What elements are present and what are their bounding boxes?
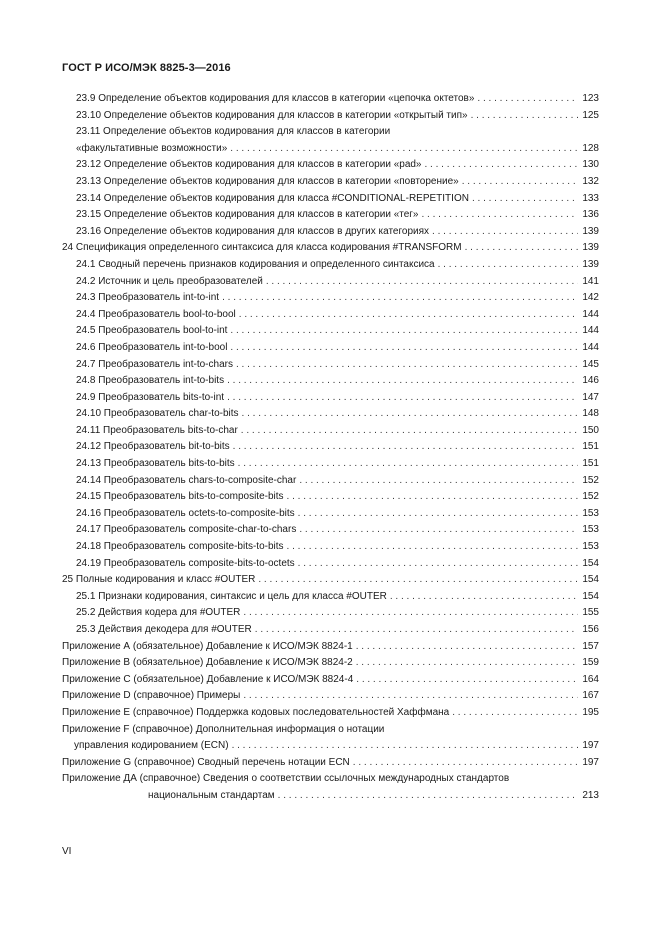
dot-leader [438,257,578,274]
toc-entry-title: 24.17 Преобразователь composite-char-to-chars [76,524,297,536]
toc-entry-title: 24.10 Преобразователь char-to-bits [76,408,239,420]
toc-entry[interactable] [62,124,599,157]
toc-entry[interactable] [62,639,599,656]
toc-entry[interactable] [62,157,599,174]
toc-entry-title-line: 23.11 Определение объектов кодирования для классов в категории [76,126,391,138]
toc-entry-title: Приложение D (справочное) Примеры [62,690,241,702]
toc-entry-title: 24.16 Преобразователь octets-to-composite-bits [76,507,295,519]
toc-entry-title: 23.10 Определение объектов кодирования для классов в категории «открытый тип» [76,109,468,121]
dot-leader [232,738,578,755]
dot-leader [299,522,578,539]
dot-leader [266,274,578,291]
toc-entry-page: 154 [582,557,599,569]
dot-leader [390,589,578,606]
toc-entry[interactable] [62,722,599,755]
toc-entry-page: 139 [582,258,599,270]
dot-leader [299,473,578,490]
toc-entry[interactable] [62,439,599,456]
dot-leader [236,357,578,374]
toc-entry-page: 167 [582,690,599,702]
toc-entry-title: управления кодированием (ECN) [74,740,229,752]
toc-entry-page: 130 [582,159,599,171]
dot-leader [241,423,578,440]
toc-entry-page: 154 [582,590,599,602]
toc-entry-title: 24.9 Преобразователь bits-to-int [76,391,225,403]
toc-entry-page: 153 [582,507,599,519]
toc-entry-title: 24.13 Преобразователь bits-to-bits [76,458,235,470]
toc-entry-page: 147 [582,391,599,403]
dot-leader [462,174,578,191]
toc-entry-title: Приложение Е (справочное) Поддержка кодовых последовательностей Хаффмана [62,706,450,718]
toc-entry-page: 123 [582,93,599,104]
dot-leader [233,439,578,456]
document-header: ГОСТ Р ИСО/МЭК 8825-3—2016 [62,62,231,74]
toc-entry[interactable] [62,473,599,490]
dot-leader [353,755,578,772]
toc-entry-title: Приложение G (справочное) Сводный перечень нотации ECN [62,756,350,768]
dot-leader [356,639,578,656]
toc-entry-title: Приложение А (обязательное) Добавление к ИСО/МЭК 8824-1 [62,640,353,652]
toc-entry[interactable] [62,672,599,689]
dot-leader [425,157,579,174]
toc-entry[interactable] [62,191,599,208]
toc-entry[interactable] [62,240,599,257]
toc-entry-page: 148 [582,408,599,420]
toc-entry[interactable] [62,605,599,622]
dot-leader [242,406,578,423]
dot-leader [477,91,578,108]
dot-leader [255,622,578,639]
toc-entry-page: 152 [582,474,599,486]
dot-leader [238,456,578,473]
dot-leader [278,788,578,805]
toc-entry[interactable] [62,705,599,722]
dot-leader [230,141,578,158]
toc-entry-title: национальным стандартам [148,789,275,801]
toc-entry-page: 151 [582,441,599,453]
toc-entry-page: 151 [582,458,599,470]
dot-leader [422,207,579,224]
dot-leader [243,605,578,622]
toc-entry-title: «факультативные возможности» [76,142,228,154]
toc-entry[interactable] [62,307,599,324]
toc-entry-page: 142 [582,292,599,304]
toc-entry-title: 24.8 Преобразователь int-to-bits [76,375,225,387]
toc-entry-page: 155 [582,607,599,619]
toc-entry-title: 24.5 Преобразователь bool-to-int [76,325,228,337]
toc-entry[interactable] [62,572,599,589]
dot-leader [227,373,578,390]
toc-entry[interactable] [62,655,599,672]
toc-entry[interactable] [62,91,599,108]
toc-entry-page: 153 [582,524,599,536]
toc-entry[interactable] [62,257,599,274]
toc-entry[interactable] [62,556,599,573]
toc-entry[interactable] [62,224,599,241]
dot-leader [222,290,578,307]
toc-entry-title: 24.3 Преобразователь int-to-int [76,292,220,304]
dot-leader [298,506,578,523]
toc-entry-title: 23.14 Определение объектов кодирования для класса #CONDITIONAL-REPETITION [76,192,469,204]
toc-entry[interactable] [62,290,599,307]
toc-entry-title: 23.12 Определение объектов кодирования для классов в категории «pad» [76,159,422,171]
toc-entry-title: 23.9 Определение объектов кодирования для классов в категории «цепочка октетов» [76,93,475,104]
toc-entry-page: 132 [582,175,599,187]
toc-entry-page: 139 [582,242,599,254]
toc-entry-title: Приложение В (обязательное) Добавление к ИСО/МЭК 8824-2 [62,657,353,669]
toc-entry[interactable] [62,688,599,705]
toc-entry-page: 133 [582,192,599,204]
toc-entry-title: 25 Полные кодирования и класс #OUTER [62,574,256,586]
dot-leader [230,323,578,340]
toc-entry-title: 24.2 Источник и цель преобразователей [76,275,263,287]
dot-leader [287,489,578,506]
dot-leader [258,572,578,589]
toc-entry[interactable] [62,174,599,191]
dot-leader [287,539,578,556]
toc-entry[interactable] [62,323,599,340]
toc-entry-title: 25.2 Действия кодера для #OUTER [76,607,241,619]
toc-entry-title-line: Приложение F (справочное) Дополнительная информация о нотации [62,723,385,735]
toc-entry[interactable] [62,755,599,772]
toc-entry-title-line: Приложение ДА (справочное) Сведения о соответствии ссылочных международных стандартов [62,773,510,785]
toc-entry[interactable] [62,340,599,357]
toc-entry[interactable] [62,390,599,407]
toc-entry-page: 157 [582,640,599,652]
toc-entry-page: 213 [582,789,599,801]
toc-entry-page: 144 [582,341,599,353]
toc-entry-page: 154 [582,574,599,586]
toc-entry-page: 144 [582,325,599,337]
toc-entry-page: 150 [582,424,599,436]
toc-entry-title: 24.6 Преобразователь int-to-bool [76,341,228,353]
dot-leader [356,672,578,689]
toc-entry-title: 24.15 Преобразователь bits-to-composite-bits [76,491,284,503]
toc-entry-page: 136 [582,209,599,221]
toc-entry[interactable] [62,406,599,423]
dot-leader [432,224,578,241]
dot-leader [227,390,578,407]
toc-entry-page: 197 [582,756,599,768]
dot-leader [298,556,578,573]
toc-entry[interactable] [62,622,599,639]
toc-entry[interactable] [62,589,599,606]
toc-entry-title: Приложение С (обязательное) Добавление к ИСО/МЭК 8824-4 [62,673,354,685]
toc-entry-page: 195 [582,706,599,718]
toc-entry[interactable] [62,771,599,804]
toc-entry-page: 164 [582,673,599,685]
page-number: VI [62,846,72,857]
toc-entry-title: 24.19 Преобразователь composite-bits-to-octets [76,557,295,569]
toc-entry[interactable] [62,108,599,125]
toc-entry-page: 144 [582,308,599,320]
toc-entry-page: 128 [582,142,599,154]
toc-entry-title: 24 Спецификация определенного синтаксиса для класса кодирования #TRANSFORM [62,242,462,254]
toc-entry-page: 152 [582,491,599,503]
toc-entry[interactable] [62,423,599,440]
toc-entry-page: 153 [582,541,599,553]
dot-leader [356,655,578,672]
toc-entry[interactable] [62,522,599,539]
toc-entry-title: 25.3 Действия декодера для #OUTER [76,624,252,635]
toc-entry-page: 146 [582,375,599,387]
toc-entry[interactable] [62,539,599,556]
toc-entry-title: 23.13 Определение объектов кодирования для классов в категории «повторение» [76,175,459,187]
toc-entry-page: 156 [582,624,599,635]
table-of-contents [62,91,599,805]
toc-entry-title: 24.18 Преобразователь composite-bits-to-bits [76,541,284,553]
toc-entry[interactable] [62,207,599,224]
toc-entry-title: 25.1 Признаки кодирования, синтаксис и цель для класса #OUTER [76,590,387,602]
dot-leader [230,340,578,357]
dot-leader [452,705,578,722]
toc-entry-page: 197 [582,740,599,752]
toc-entry-page: 159 [582,657,599,669]
toc-entry-title: 24.7 Преобразователь int-to-chars [76,358,233,370]
toc-entry-title: 24.14 Преобразователь chars-to-composite-char [76,474,297,486]
toc-entry-title: 24.12 Преобразователь bit-to-bits [76,441,230,453]
toc-entry[interactable] [62,274,599,291]
dot-leader [472,191,578,208]
toc-entry-page: 139 [582,225,599,237]
toc-entry[interactable] [62,489,599,506]
toc-entry[interactable] [62,373,599,390]
toc-entry-page: 145 [582,358,599,370]
toc-entry[interactable] [62,456,599,473]
toc-entry[interactable] [62,357,599,374]
toc-entry-page: 125 [582,109,599,121]
dot-leader [465,240,578,257]
toc-entry-title: 23.15 Определение объектов кодирования для классов в категории «тег» [76,209,419,221]
dot-leader [471,108,578,125]
toc-entry-title: 24.11 Преобразователь bits-to-char [76,424,238,436]
toc-entry-title: 24.1 Сводный перечень признаков кодирования и определенного синтаксиса [76,258,435,270]
toc-entry[interactable] [62,506,599,523]
toc-entry-page: 141 [582,275,599,287]
dot-leader [239,307,578,324]
toc-entry-title: 24.4 Преобразователь bool-to-bool [76,308,236,320]
dot-leader [243,688,578,705]
toc-entry-title: 23.16 Определение объектов кодирования для классов в других категориях [76,225,430,237]
